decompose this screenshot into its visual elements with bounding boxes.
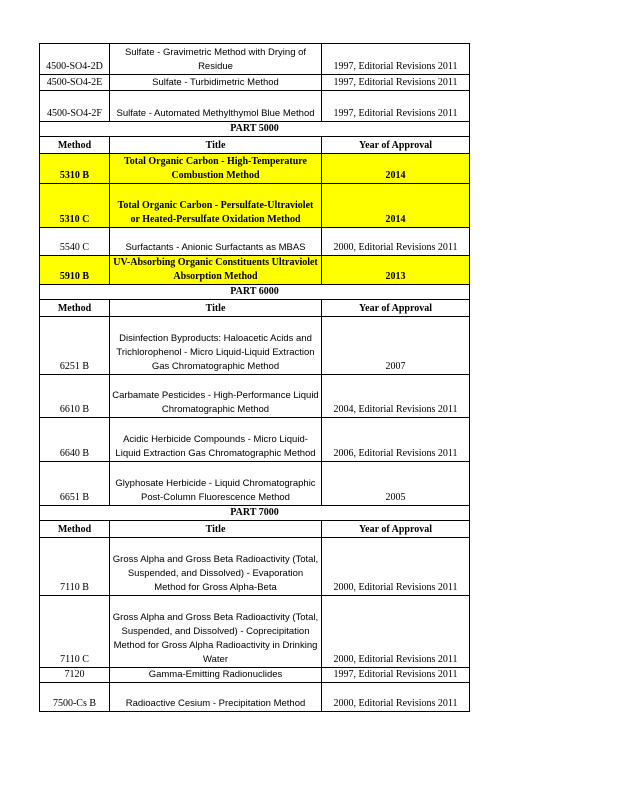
method-cell: 5910 B [40, 256, 110, 285]
table-row [40, 228, 470, 256]
title-cell: Radioactive Cesium - Precipitation Method [110, 683, 322, 712]
title-cell: Gross Alpha and Gross Beta Radioactivity (Total, Suspended, and Dissolved) - Coprecipitation Method for Gross Alpha Radioactivity in Drinking Water [110, 596, 322, 668]
year-cell: 2000, Editorial Revisions 2011 [322, 538, 470, 596]
table-row [40, 538, 470, 596]
column-header-method: Method [40, 521, 110, 538]
year-cell: 2004, Editorial Revisions 2011 [322, 375, 470, 418]
method-cell: 7110 C [40, 596, 110, 668]
method-cell: 4500-SO4-2E [40, 75, 110, 91]
method-cell: 6640 B [40, 418, 110, 462]
title-cell: Gross Alpha and Gross Beta Radioactivity (Total, Suspended, and Dissolved) - Evaporation Method for Gross Alpha-Beta [110, 538, 322, 596]
part-heading: PART 7000 [40, 506, 470, 521]
table-row [40, 668, 470, 683]
title-cell: Glyphosate Herbicide - Liquid Chromatographic Post-Column Fluorescence Method [110, 462, 322, 506]
column-header-title: Title [110, 137, 322, 154]
table-row [40, 683, 470, 712]
header-row [40, 300, 470, 317]
table-row [40, 91, 470, 122]
year-cell: 2007 [322, 317, 470, 375]
column-header-method: Method [40, 137, 110, 154]
part-heading: PART 6000 [40, 285, 470, 300]
method-cell: 6251 B [40, 317, 110, 375]
year-cell: 2014 [322, 184, 470, 228]
year-cell: 2005 [322, 462, 470, 506]
column-header-year: Year of Approval [322, 521, 470, 538]
year-cell: 1997, Editorial Revisions 2011 [322, 44, 470, 75]
table-row [40, 184, 470, 228]
table-row [40, 154, 470, 184]
column-header-year: Year of Approval [322, 300, 470, 317]
column-header-title: Title [110, 300, 322, 317]
table-row [40, 317, 470, 375]
method-cell: 4500-SO4-2D [40, 44, 110, 75]
year-cell: 2013 [322, 256, 470, 285]
title-cell: Total Organic Carbon - Persulfate-Ultraviolet or Heated-Persulfate Oxidation Method [110, 184, 322, 228]
part-heading-row [40, 506, 470, 521]
year-cell: 1997, Editorial Revisions 2011 [322, 91, 470, 122]
table-row [40, 44, 470, 75]
method-cell: 5310 C [40, 184, 110, 228]
method-cell: 7110 B [40, 538, 110, 596]
title-cell: Sulfate - Gravimetric Method with Drying of Residue [110, 44, 322, 75]
column-header-title: Title [110, 521, 322, 538]
header-row [40, 137, 470, 154]
year-cell: 2006, Editorial Revisions 2011 [322, 418, 470, 462]
year-cell: 2000, Editorial Revisions 2011 [322, 596, 470, 668]
method-cell: 6610 B [40, 375, 110, 418]
table-row [40, 462, 470, 506]
title-cell: Surfactants - Anionic Surfactants as MBAS [110, 228, 322, 256]
part-heading-row [40, 285, 470, 300]
title-cell: Acidic Herbicide Compounds - Micro Liquid-Liquid Extraction Gas Chromatographic Method [110, 418, 322, 462]
method-cell: 4500-SO4-2F [40, 91, 110, 122]
table-row [40, 418, 470, 462]
method-cell: 7120 [40, 668, 110, 683]
header-row [40, 521, 470, 538]
part-heading-row [40, 122, 470, 137]
title-cell: Sulfate - Turbidimetric Method [110, 75, 322, 91]
table-row [40, 596, 470, 668]
year-cell: 1997, Editorial Revisions 2011 [322, 75, 470, 91]
method-cell: 5540 C [40, 228, 110, 256]
column-header-method: Method [40, 300, 110, 317]
title-cell: Carbamate Pesticides - High-Performance Liquid Chromatographic Method [110, 375, 322, 418]
table-row [40, 75, 470, 91]
year-cell: 2014 [322, 154, 470, 184]
year-cell: 1997, Editorial Revisions 2011 [322, 668, 470, 683]
table-row [40, 256, 470, 285]
year-cell: 2000, Editorial Revisions 2011 [322, 683, 470, 712]
method-cell: 7500-Cs B [40, 683, 110, 712]
table-row [40, 375, 470, 418]
part-heading: PART 5000 [40, 122, 470, 137]
title-cell: Disinfection Byproducts: Haloacetic Acids and Trichlorophenol - Micro Liquid-Liquid Extraction Gas Chromatographic Method [110, 317, 322, 375]
method-cell: 6651 B [40, 462, 110, 506]
year-cell: 2000, Editorial Revisions 2011 [322, 228, 470, 256]
title-cell: Total Organic Carbon - High-Temperature Combustion Method [110, 154, 322, 184]
method-cell: 5310 B [40, 154, 110, 184]
title-cell: Sulfate - Automated Methylthymol Blue Method [110, 91, 322, 122]
title-cell: UV-Absorbing Organic Constituents Ultraviolet Absorption Method [110, 256, 322, 285]
column-header-year: Year of Approval [322, 137, 470, 154]
approval-table [39, 43, 470, 712]
title-cell: Gamma-Emitting Radionuclides [110, 668, 322, 683]
